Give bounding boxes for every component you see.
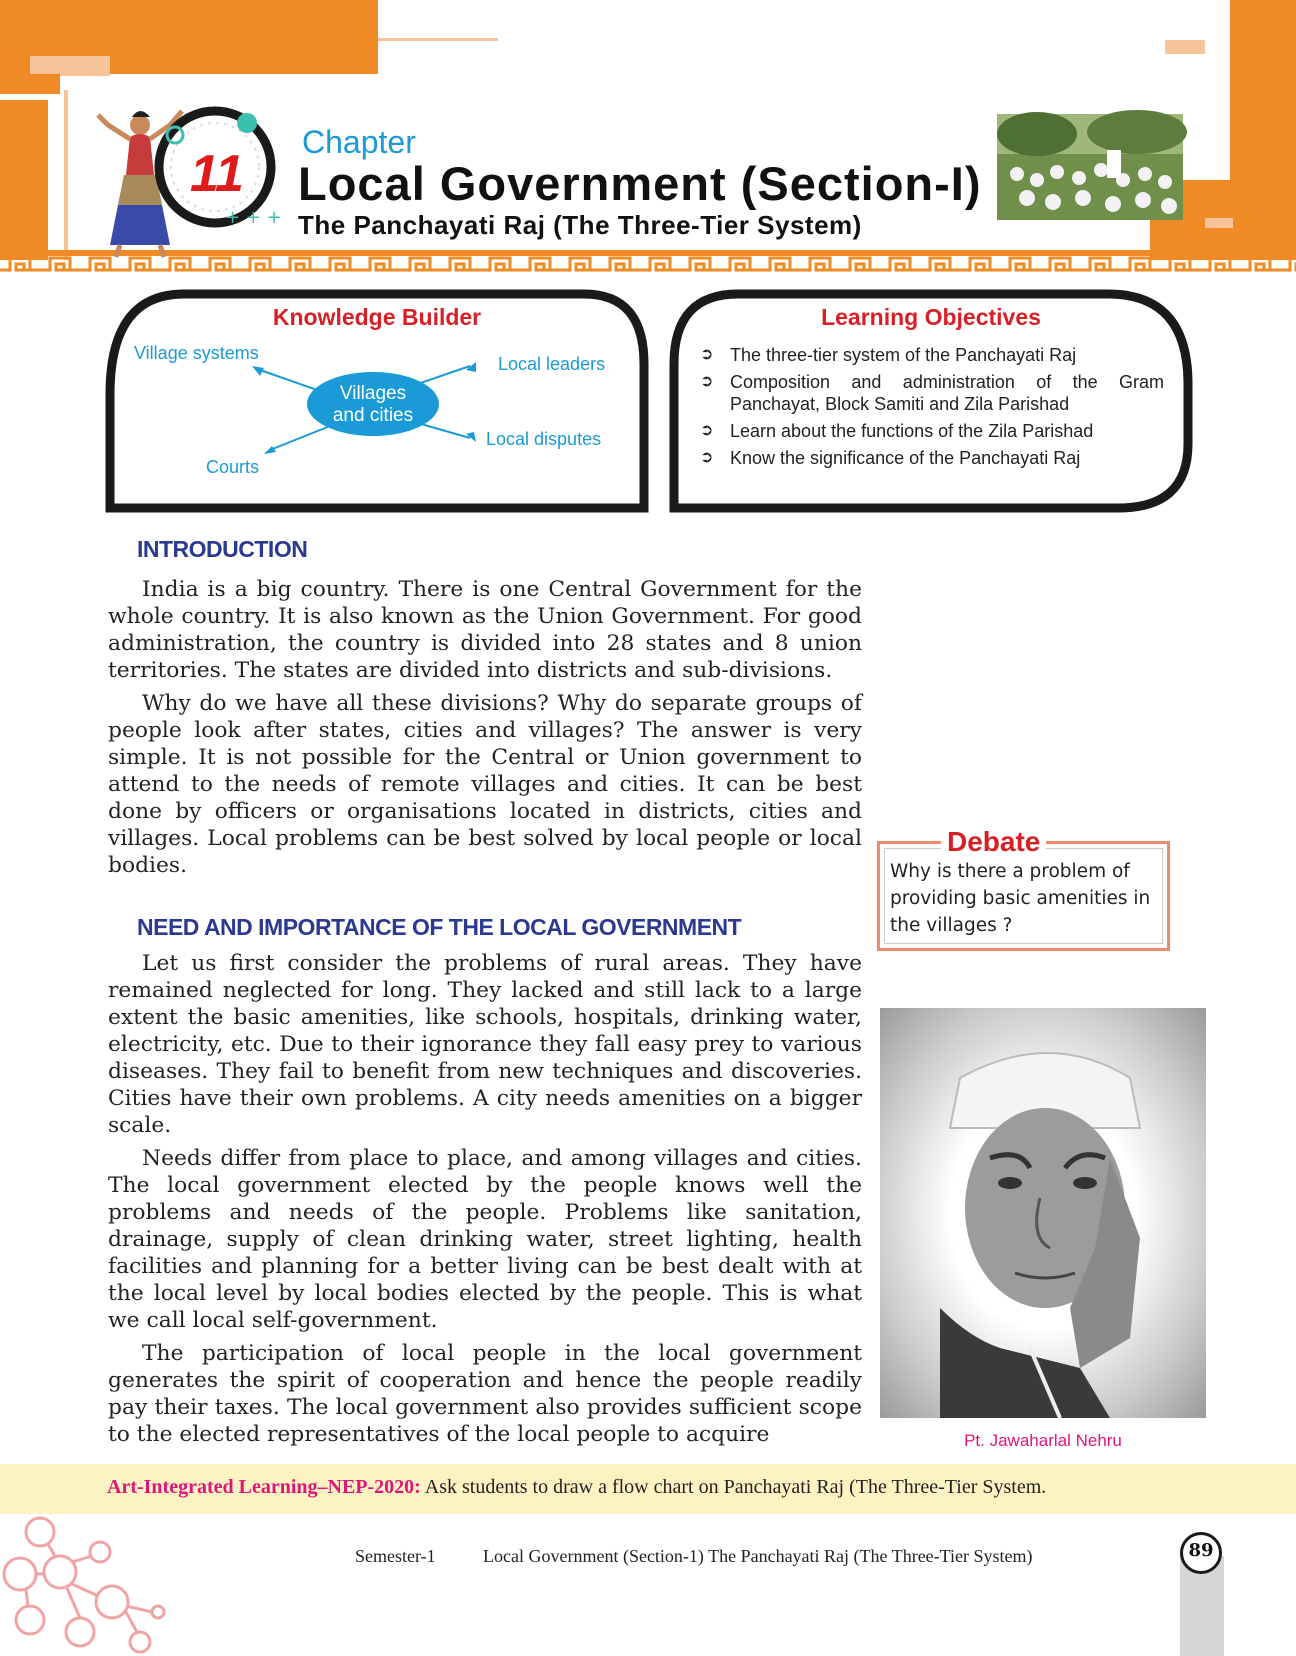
art-integrated-label: Art-Integrated Learning–NEP-2020:	[107, 1476, 421, 1498]
knowledge-builder-title: Knowledge Builder	[272, 304, 482, 330]
chapter-label: Chapter	[302, 124, 416, 160]
need-paragraph-1: Let us first consider the problems of rural areas. They have remained neglected for long. They lacked and still lack to a large extent the basic amenities, like schools, hospitals, drinking water, electricity, etc. Due to their ignorance they fall easy prey to various diseases. They fail to benefit from new techniques and discoveries. Cities have their own problems. A city needs amenities on a bigger scale.	[108, 951, 862, 1138]
branch-local-disputes: Local disputes	[486, 429, 602, 449]
footer-molecule-decoration	[0, 1512, 180, 1656]
arrow-bullet-icon: ➲	[700, 449, 714, 466]
intro-paragraph-2: Why do we have all these divisions? Why do separate groups of people look after states, cities and villages? The answer is very simple. It is not possible for the Central or Union government to attend to the needs of remote villages and cities. It can be best done by officers or organisations located in districts, cities and villages. Local problems can be best solved by local people or local bodies.	[108, 691, 862, 878]
header-peach-stripe	[30, 56, 110, 76]
debate-title: Debate	[941, 826, 1046, 858]
art-integrated-body: Ask students to draw a flow chart on Panchayati Raj (The Three-Tier System.	[424, 1476, 1047, 1498]
page-subtitle: The Panchayati Raj (The Three-Tier System)	[298, 210, 862, 240]
arrow-bullet-icon: ➲	[700, 373, 714, 390]
intro-paragraph-1: India is a big country. There is one Central Government for the whole country. It is also known as the Union Government. For good administration, the country is divided into 28 states and 8 union territories. The states are divided into districts and sub-divisions.	[108, 577, 862, 683]
footer-chapter-ref: Local Government (Section-1) The Panchayati Raj (The Three-Tier System)	[483, 1546, 1033, 1566]
portrait-figure	[880, 1008, 1206, 1418]
introduction-heading: INTRODUCTION	[137, 536, 308, 562]
debate-text: Why is there a problem of providing basic amenities in the villages ?	[890, 861, 1151, 936]
village-meeting-photo	[997, 114, 1183, 220]
center-line-2: and cities	[332, 405, 414, 426]
introduction-body	[108, 576, 862, 879]
objective-item: ➲ Composition and administration of the Gram Panchayat, Block Samiti and Zila Parishad	[700, 372, 1164, 414]
header-right-column	[1230, 0, 1296, 200]
branch-village-systems: Village systems	[134, 343, 259, 363]
center-line-1: Villages	[339, 383, 407, 404]
need-heading: NEED AND IMPORTANCE OF THE LOCAL GOVERNMENT	[137, 914, 742, 940]
need-body	[108, 950, 862, 1448]
header-thin-line	[378, 38, 498, 41]
header-left-column	[0, 100, 48, 260]
art-integrated-text	[107, 1476, 1046, 1499]
page-number: 89	[1188, 1540, 1214, 1561]
header-right-peach	[1165, 40, 1205, 54]
header-right-peach-2	[1205, 218, 1233, 228]
branch-courts: Courts	[206, 457, 260, 477]
header-left-thin-column	[64, 90, 68, 260]
learning-objectives-title: Learning Objectives	[821, 304, 1041, 330]
svg-text:+ + +: + + +	[225, 207, 282, 228]
need-paragraph-3: The participation of local people in the local government generates the spirit of cooperation and hence the people readily pay their taxes. The local government also provides sufficient scope to the elected representatives of the local people to acquire	[108, 1341, 862, 1447]
arrow-bullet-icon: ➲	[700, 346, 714, 363]
header-orange-bar-top	[0, 0, 378, 30]
objective-item: ➲ Know the significance of the Panchayati Raj	[700, 448, 1081, 468]
knowledge-builder-center-label	[307, 383, 439, 427]
objective-item: ➲ The three-tier system of the Panchayati Raj	[700, 345, 1077, 365]
header-orange-step	[0, 74, 60, 94]
need-paragraph-2: Needs differ from place to place, and among villages and cities. The local government elected by the people knows well the problems and needs of the people. Problems like sanitation, drainage, supply of clean drinking water, street lighting, health facilities and planning for a better living can be best dealt with at the local level by local bodies elected by the people. This is what we call local self-government.	[108, 1146, 862, 1333]
arrow-bullet-icon: ➲	[700, 422, 714, 439]
chapter-number: 11	[190, 145, 244, 203]
nehru-portrait	[880, 1008, 1206, 1418]
page-title: Local Government (Section-I)	[298, 157, 982, 210]
footer-semester: Semester-1	[355, 1546, 436, 1566]
objective-item: ➲ Learn about the functions of the Zila Parishad	[700, 421, 1094, 441]
portrait-caption: Pt. Jawaharlal Nehru	[964, 1431, 1122, 1450]
branch-local-leaders: Local leaders	[498, 354, 606, 374]
learning-objectives-list	[700, 344, 1164, 469]
header-border-pattern	[0, 250, 1296, 274]
